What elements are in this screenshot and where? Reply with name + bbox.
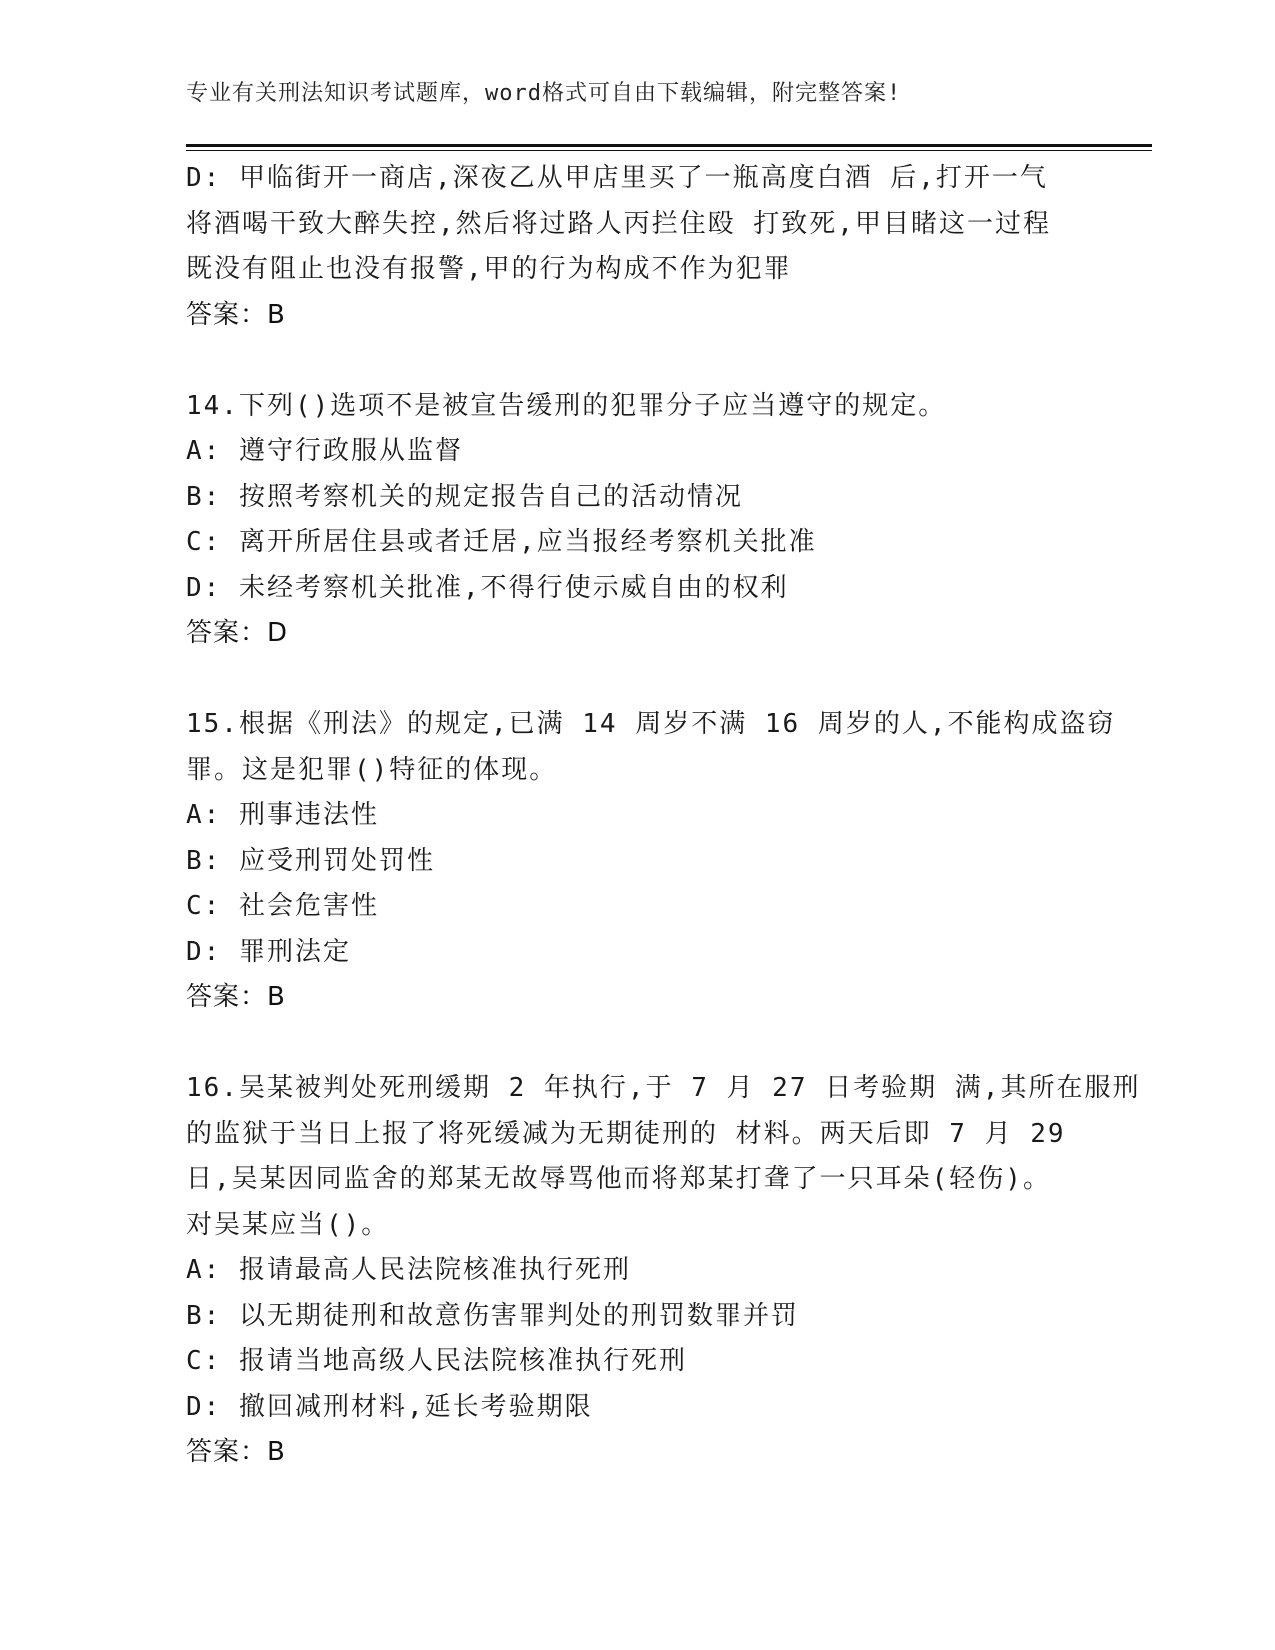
question-14 xyxy=(186,384,1086,657)
question-stem: 16.吴某被判处死刑缓期 2 年执行,于 7 月 27 日考验期 满,其所在服刑 xyxy=(186,1073,1141,1103)
question-stem: 14.下列()选项不是被宣告缓刑的犯罪分子应当遵守的规定。 xyxy=(186,390,947,421)
option-d-line: 既没有阻止也没有报警,甲的行为构成不作为犯罪 xyxy=(186,254,792,284)
question-16 xyxy=(186,1066,1141,1476)
answer-text: 答案：B xyxy=(186,982,286,1012)
spacer xyxy=(186,657,1086,703)
option-b: B: 按照考察机关的规定报告自己的活动情况 xyxy=(186,481,743,512)
option-d-line: D: 甲临街开一商店,深夜乙从甲店里买了一瓶高度白酒 后,打开一气 xyxy=(186,163,1048,193)
question-stem: 日,吴某因同监舍的郑某无故辱骂他而将郑某打聋了一只耳朵(轻伤)。 xyxy=(186,1164,1051,1194)
question-stem: 的监狱于当日上报了将死缓减为无期徒刑的 材料。两天后即 7 月 29 xyxy=(186,1118,1066,1149)
option-b: B: 以无期徒刑和故意伤害罪判处的刑罚数罪并罚 xyxy=(186,1300,799,1331)
question-stem: 15.根据《刑法》的规定,已满 14 周岁不满 16 周岁的人,不能构成盗窃 xyxy=(186,709,1116,739)
page-header: 专业有关刑法知识考试题库，word格式可自由下载编辑，附完整答案! xyxy=(186,81,902,106)
answer-text: 答案：D xyxy=(186,618,289,648)
option-a: A: 遵守行政服从监督 xyxy=(186,436,463,466)
option-c: C: 离开所居住县或者迁居,应当报经考察机关批准 xyxy=(186,527,817,557)
answer-text: 答案：B xyxy=(186,299,286,330)
question-stem: 罪。这是犯罪()特征的体现。 xyxy=(186,754,558,785)
option-d: D: 未经考察机关批准,不得行使示威自由的权利 xyxy=(186,572,789,603)
option-d-line: 将酒喝干致大醉失控,然后将过路人丙拦住殴 打致死,甲目睹这一过程 xyxy=(186,208,1051,239)
spacer xyxy=(186,1021,1086,1067)
header-divider xyxy=(186,144,1152,151)
option-a: A: 报请最高人民法院核准执行死刑 xyxy=(186,1255,631,1285)
answer-text: 答案：B xyxy=(186,1437,286,1467)
spacer xyxy=(186,338,1086,384)
option-a: A: 刑事违法性 xyxy=(186,800,379,830)
option-b: B: 应受刑罚处罚性 xyxy=(186,845,435,876)
question-15 xyxy=(186,702,1116,1021)
option-c: C: 社会危害性 xyxy=(186,891,379,921)
question-stem: 对吴某应当()。 xyxy=(186,1209,390,1240)
document-body xyxy=(186,156,1141,1476)
option-d: D: 罪刑法定 xyxy=(186,936,351,967)
option-d: D: 撤回减刑材料,延长考验期限 xyxy=(186,1391,593,1422)
option-c: C: 报请当地高级人民法院核准执行死刑 xyxy=(186,1346,687,1376)
question-13-continuation xyxy=(186,156,1086,338)
